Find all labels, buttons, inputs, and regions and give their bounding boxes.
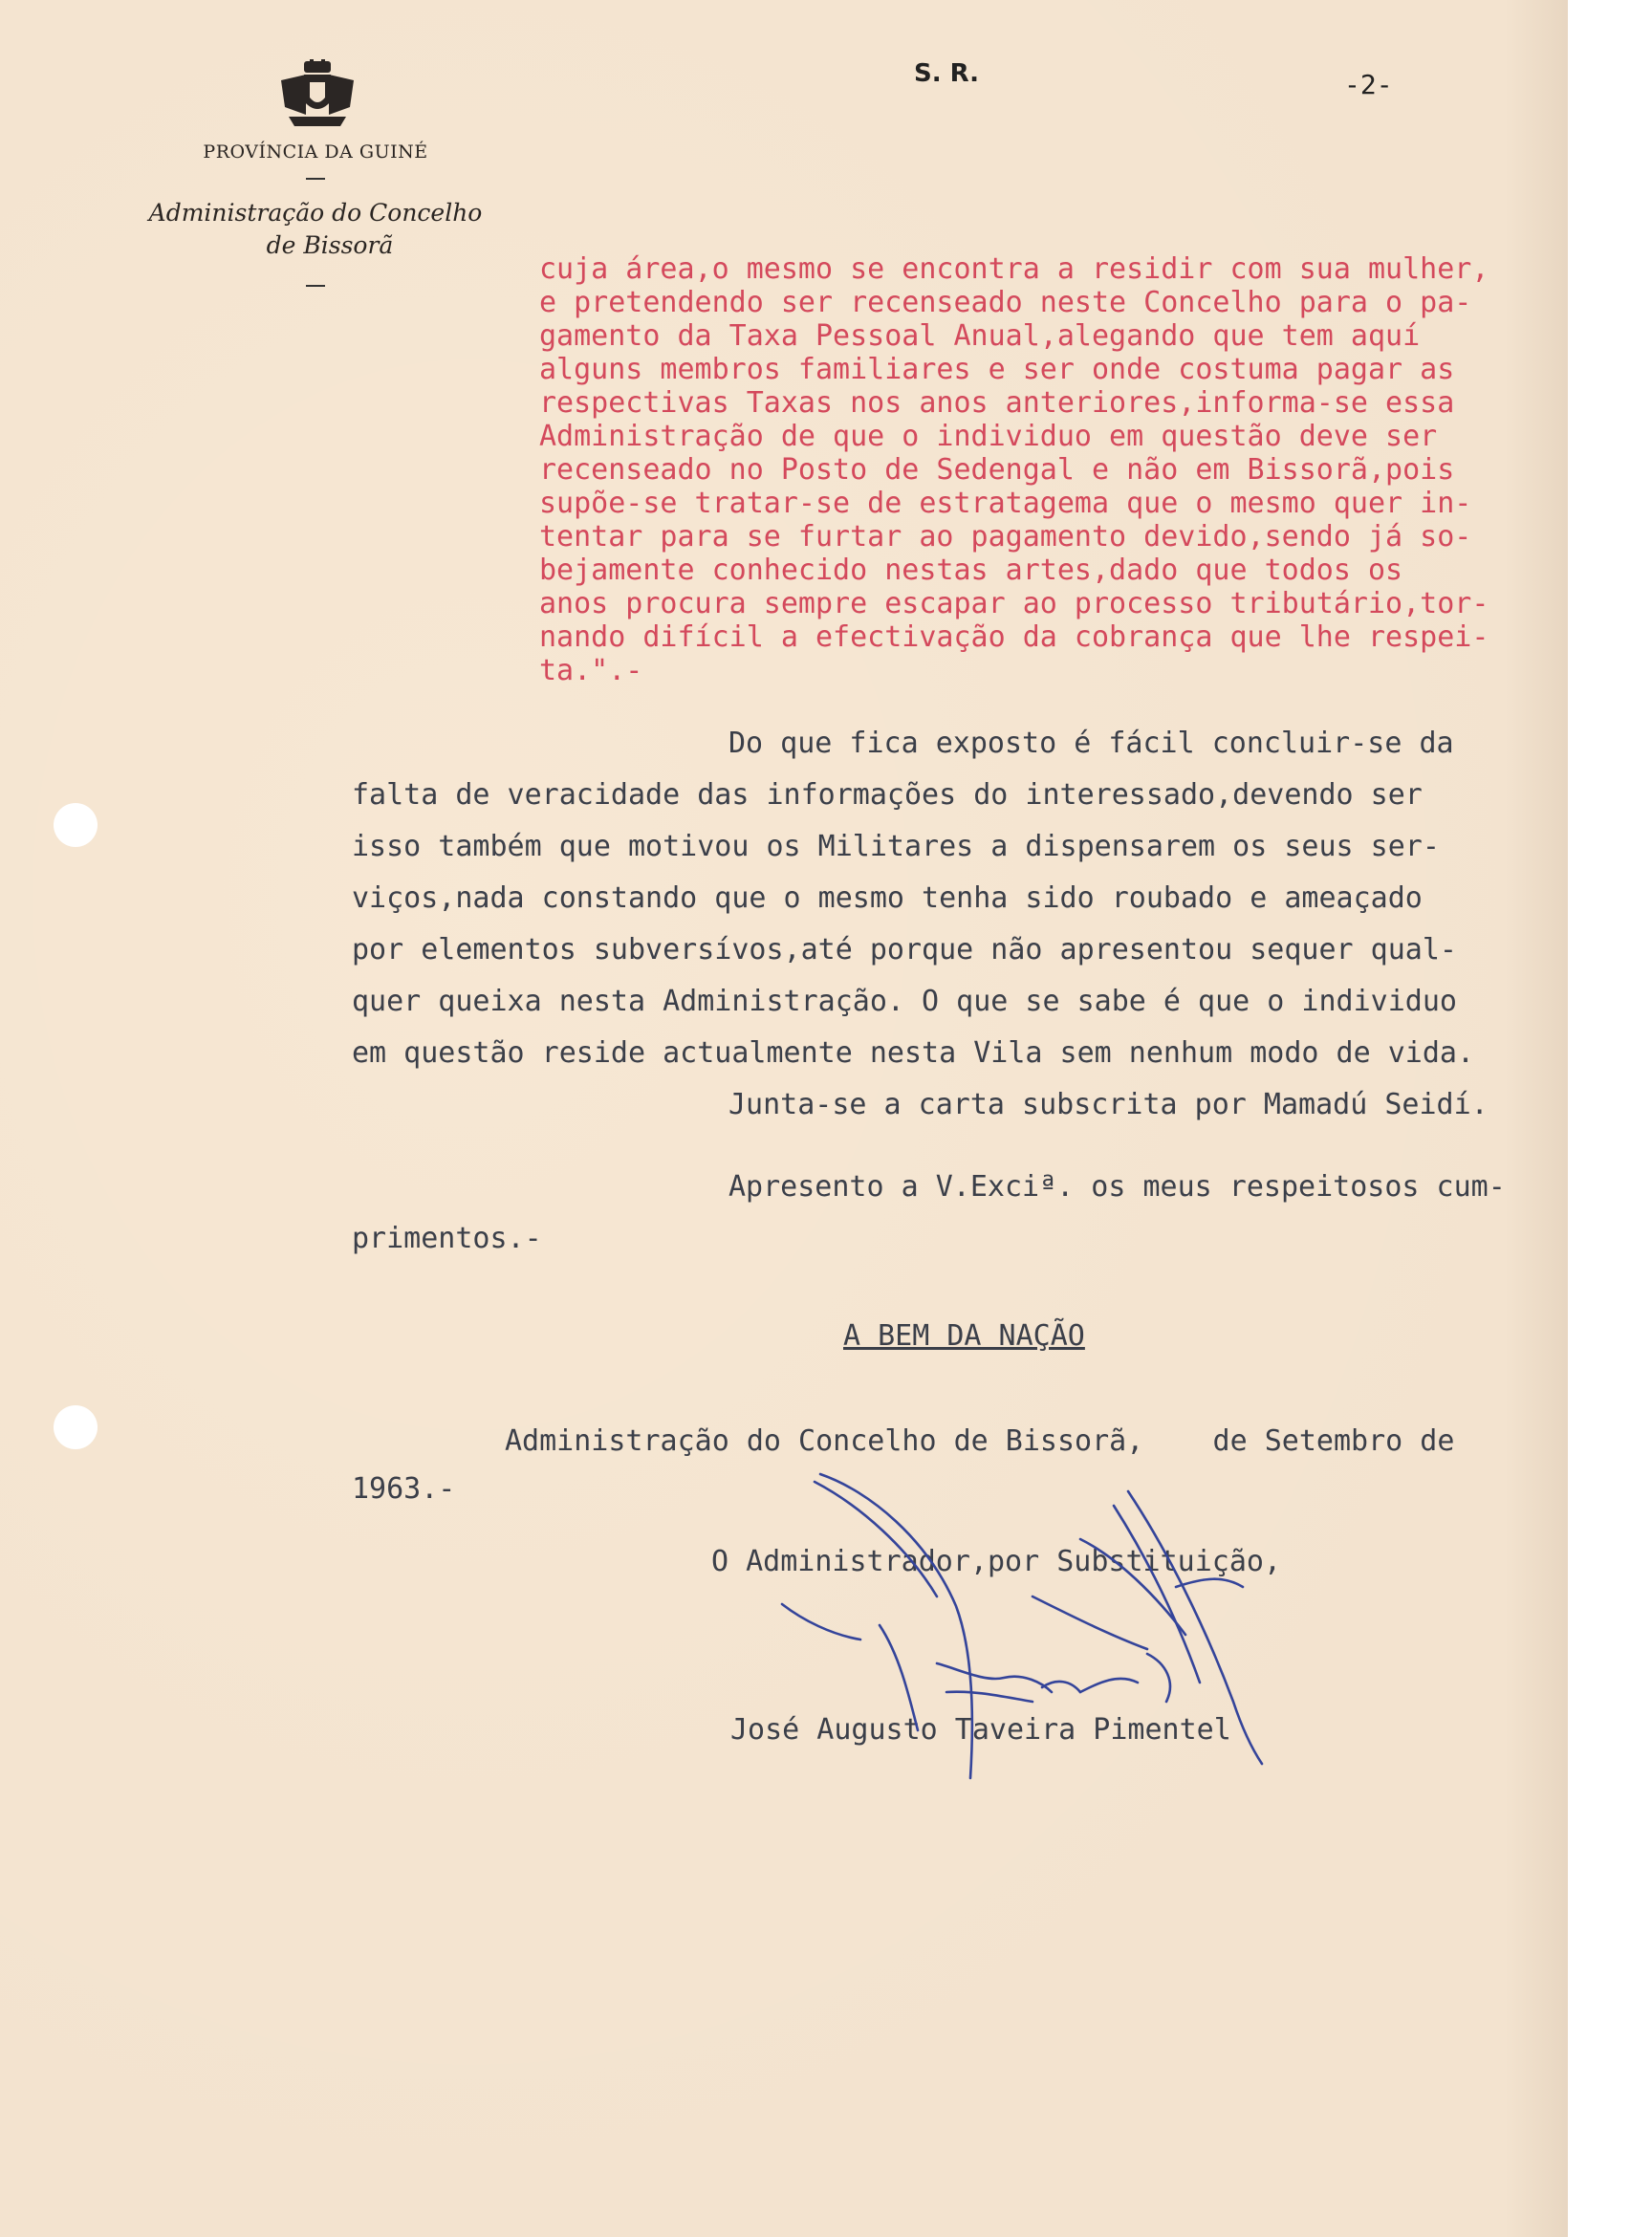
- signatory-role: O Administrador,por Substituição,: [711, 1545, 1282, 1578]
- quote-line: tentar para se furtar ao pagamento devido,sendo já so-: [539, 520, 1472, 554]
- page-number: -2-: [1344, 69, 1393, 100]
- letterhead-province: PROVÍNCIA DA GUINÉ: [203, 141, 428, 163]
- body-line: em questão reside actualmente nesta Vila sem nenhum modo de vida.: [352, 1036, 1474, 1070]
- quote-line: cuja área,o mesmo se encontra a residir com sua mulher,: [539, 252, 1489, 286]
- motto: A BEM DA NAÇÃO: [843, 1319, 1085, 1353]
- body-line: viços,nada constando que o mesmo tenha sido roubado e ameaçado: [352, 881, 1423, 915]
- body-line: por elementos subversívos,até porque não apresentou sequer qual-: [352, 933, 1457, 966]
- quote-line: recenseado no Posto de Sedengal e não em Bissorã,pois: [539, 453, 1455, 487]
- enclosure-line: Junta-se a carta subscrita por Mamadú Seidí.: [728, 1088, 1489, 1121]
- dateline: Administração do Concelho de Bissorã, de Setembro de: [505, 1424, 1455, 1458]
- letterhead-divider: [306, 285, 325, 287]
- quote-line: gamento da Taxa Pessoal Anual,alegando que tem aquí: [539, 319, 1421, 353]
- classification-mark: S. R.: [914, 59, 980, 88]
- quote-line: supõe-se tratar-se de estratagema que o mesmo quer in-: [539, 487, 1472, 520]
- quote-line: e pretendendo ser recenseado neste Concelho para o pa-: [539, 286, 1472, 319]
- quote-line: anos procura sempre escapar ao processo tributário,tor-: [539, 587, 1489, 620]
- coat-of-arms-icon: [272, 59, 363, 134]
- quote-line: alguns membros familiares e ser onde costuma pagar as: [539, 353, 1455, 386]
- body-line: quer queixa nesta Administração. O que se sabe é que o individuo: [352, 985, 1457, 1018]
- body-line: isso também que motivou os Militares a dispensarem os seus ser-: [352, 830, 1440, 863]
- body-line: Do que fica exposto é fácil concluir-se da: [728, 727, 1454, 760]
- closing-line: primentos.-: [352, 1222, 542, 1255]
- quote-line: Administração de que o individuo em questão deve ser: [539, 420, 1438, 453]
- signatory-name: José Augusto Taveira Pimentel: [730, 1713, 1231, 1747]
- quote-line: nando difícil a efectivação da cobrança que lhe respei-: [539, 620, 1489, 654]
- letterhead-administration: Administração do Concelho: [148, 199, 483, 227]
- letterhead-divider: [306, 178, 325, 180]
- punch-hole: [54, 1405, 98, 1449]
- quote-line: ta.".-: [539, 654, 643, 687]
- punch-hole: [54, 803, 98, 847]
- dateline-year: 1963.-: [352, 1472, 456, 1506]
- handwritten-signature: [765, 1463, 1358, 1788]
- letterhead-place: de Bissorã: [266, 231, 394, 259]
- quote-line: bejamente conhecido nestas artes,dado que todos os: [539, 554, 1403, 587]
- closing-line: Apresento a V.Exciª. os meus respeitosos cum-: [728, 1170, 1506, 1204]
- body-line: falta de veracidade das informações do interessado,devendo ser: [352, 778, 1423, 812]
- quote-line: respectivas Taxas nos anos anteriores,informa-se essa: [539, 386, 1455, 420]
